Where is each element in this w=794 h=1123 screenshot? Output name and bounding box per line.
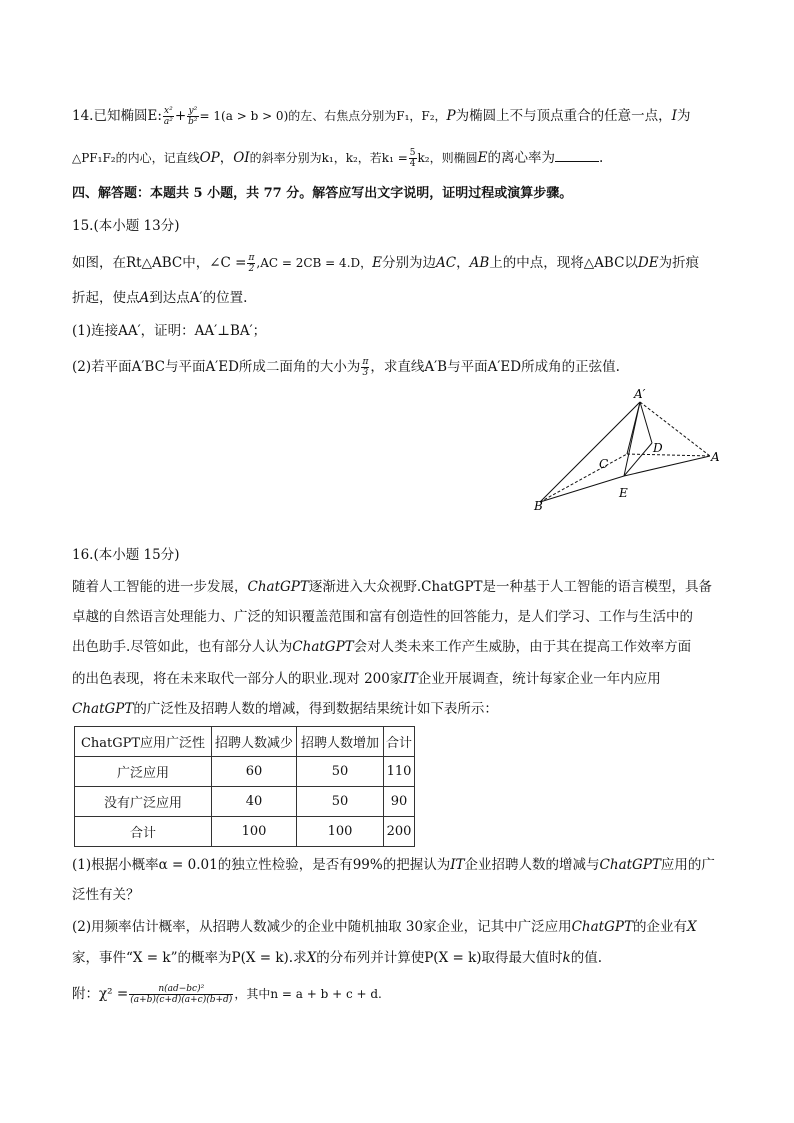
table-cell: 60 [212,757,297,787]
var-ab: AB [469,255,490,271]
q16-p2a: (2)用频率估计概率，从招聘人数减少的企业中随机抽取 30家企业，记其中广泛应用 [72,919,572,935]
table-cell: 50 [297,757,384,787]
q16-p2l2b: 的分布列并计算使P(X = k)取得最大值时 [316,950,563,966]
q16-p1a: (1)根据小概率α = 0.01的独立性检验，是否有99%的把握认为 [72,857,451,873]
q16-l1a: 随着人工智能的进一步发展， [72,579,248,595]
chatgpt-term: ChatGPT [599,857,661,873]
var-p: P [446,108,456,124]
frac-x-num: x² [164,106,173,116]
table-header-cell: 招聘人数减少 [212,727,297,757]
table-cell: 广泛应用 [75,757,212,787]
frac-k-den: 4 [409,159,416,169]
section-4-heading: 四、解答题：本题共 5 小题，共 77 分。解答应写出文字说明，证明过程或演算步骤。 [72,186,573,201]
q15-line2 [72,288,247,308]
q16-line5 [72,699,498,719]
q16-line2: 卓越的自然语言处理能力、广泛的知识覆盖范围和富有创造性的回答能力，是人们学习、工作与生活中的 [72,609,693,625]
appendix-b: ，其中n = a + b + c + d. [234,987,382,1001]
q16-p1b: 企业招聘人数的增减与 [464,857,600,873]
frac-pi2 [247,253,255,274]
q16-l1b: 逐渐进入大众视野.ChatGPT是一种基于人工智能的语言模型，具备 [308,579,713,595]
q16-p2b: 的企业有 [632,919,687,935]
table-header-cell: 招聘人数增加 [297,727,384,757]
var-x: X [306,950,317,966]
table-cell: 50 [297,787,384,817]
q16-part2 [72,917,697,937]
edge-b-c [540,454,627,502]
label-b: B [534,499,543,513]
q15-l2b: 到达点A′的位置. [149,290,248,306]
answer-blank[interactable] [555,149,599,162]
q14-text1: 为椭圆上不与顶点重合的任意一点， [455,108,672,124]
q16-line4 [72,669,661,689]
frac-pi3-den: 3 [362,368,369,378]
var-oi: OI [233,150,250,166]
q14-l2c: k₂，则椭圆 [417,151,478,165]
chatgpt-term: ChatGPT [292,639,354,655]
q16-p2l2c: 的值. [570,950,603,966]
q16-part1-line2: 泛性有关？ [72,887,140,903]
q16-part1 [72,855,715,875]
table-cell: 100 [212,817,297,847]
var-ac: AC [436,255,457,271]
table-cell: 合计 [75,817,212,847]
frac-x-den: a² [163,117,173,127]
q14-text2: 为 [676,108,691,124]
frac-y-den: b² [188,117,198,127]
q16-l4b: 企业开展调查，统计每家企业一年内应用 [417,671,661,687]
q14-l2b: 的斜率分别为k₁，k₂，若k₁ = [249,151,408,165]
edge-ap-d [640,402,652,443]
table-row [75,817,415,847]
frac-y [187,106,198,127]
chi-num: n(ad−bc)² [129,984,233,995]
var-e: E [372,255,382,271]
table-cell: 110 [384,757,415,787]
q15-l1d: 上的中点，现将△ABC以 [489,255,638,271]
q16-l3a: 出色助手.尽管如此，也有部分人认为 [72,639,293,655]
geometry-figure [520,380,730,515]
chi-den: (a+b)(c+d)(a+c)(b+d) [130,995,233,1005]
q15-line1 [72,253,699,274]
comma: ， [456,255,470,271]
q15-l1a: 如图，在Rt△ABC中，∠C = [72,255,247,271]
table-cell: 90 [384,787,415,817]
plus-sign: + [174,108,187,124]
var-a: A [139,290,150,306]
q15-l2a: 折起，使点 [72,290,140,306]
q15-part2 [72,357,620,378]
var-de: DE [637,255,659,271]
q15-part1: (1)连接AA′，证明：AA′⊥BA′； [72,323,267,339]
chatgpt-term: ChatGPT [571,919,633,935]
chatgpt-term: ChatGPT [247,579,309,595]
table-header-cell: ChatGPT应用广泛性 [75,727,212,757]
label-c: C [599,457,609,471]
q15-l1c: 分别为边 [382,255,436,271]
frac-k [409,148,417,169]
table-cell: 40 [212,787,297,817]
q16-part2-line2 [72,948,602,968]
edge-c-a [627,454,710,456]
q16-l5b: 的广泛性及招聘人数的增减，得到数据结果统计如下表所示： [133,701,498,717]
q14-end: . [598,150,604,166]
q14-l2d: 的离心率为 [487,150,555,166]
it-term: IT [403,671,418,687]
q16-appendix [72,984,382,1005]
edge-e-a [624,456,710,476]
frac-pi2-den: 2 [248,264,255,274]
edge-ap-e [624,402,640,476]
table-row [75,787,415,817]
q16-header: 16.(本小题 15分) [72,547,180,563]
chatgpt-term: ChatGPT [72,701,134,717]
frac-pi3 [361,357,369,378]
var-k: k [562,950,571,966]
var-x: X [686,919,697,935]
it-term: IT [450,857,465,873]
label-a: A [711,450,720,464]
q15-l1e: 为折痕 [658,255,700,271]
frac-x [163,106,174,127]
appendix-label: 附：χ² = [72,986,129,1002]
table-cell: 100 [297,817,384,847]
label-e: E [619,486,628,500]
frac-pi2-num: π [248,253,255,263]
label-a-prime: A′ [634,387,646,401]
ellipse-condition: = 1(a > b > 0)的左、右焦点分别为F₁，F₂， [199,109,447,123]
var-e: E [477,150,488,166]
q15-p2b: ，求直线A′B与平面A′ED所成角的正弦值. [370,359,620,375]
frac-y-num: y² [188,106,198,116]
chi-square-fraction [129,984,233,1005]
q16-p1c: 应用的广 [660,857,715,873]
q15-p2a: (2)若平面A′BC与平面A′ED所成二面角的大小为 [72,359,361,375]
frac-k-num: 5 [409,148,416,158]
table-cell: 200 [384,817,415,847]
q14-l2a: △PF₁F₂的内心，记直线 [72,151,200,165]
q16-p2l2a: 家，事件“X = k”的概率为P(X = k).求 [72,950,307,966]
frac-pi3-num: π [362,357,369,367]
q15-l1b: ,AC = 2CB = 4.D， [256,256,373,270]
label-d: D [653,441,663,455]
contingency-table [74,726,415,847]
q15-header: 15.(本小题 13分) [72,218,180,234]
q16-line3 [72,637,691,657]
sep: ， [219,150,234,166]
var-op: OP [199,150,220,166]
q14-line1 [72,106,690,127]
q16-line1 [72,577,712,597]
q16-l4a: 的出色表现，将在未来取代一部分人的职业.现对 200家 [72,671,404,687]
var-i: I [671,108,677,124]
q14-line2 [72,148,603,169]
q16-l3b: 会对人类未来工作产生威胁，由于其在提高工作效率方面 [353,639,692,655]
edge-ap-a [640,402,710,456]
table-header-row [75,727,415,757]
table-cell: 没有广泛应用 [75,787,212,817]
table-header-cell: 合计 [384,727,415,757]
q14-prefix: 14.已知椭圆E: [72,108,162,124]
table-row [75,757,415,787]
